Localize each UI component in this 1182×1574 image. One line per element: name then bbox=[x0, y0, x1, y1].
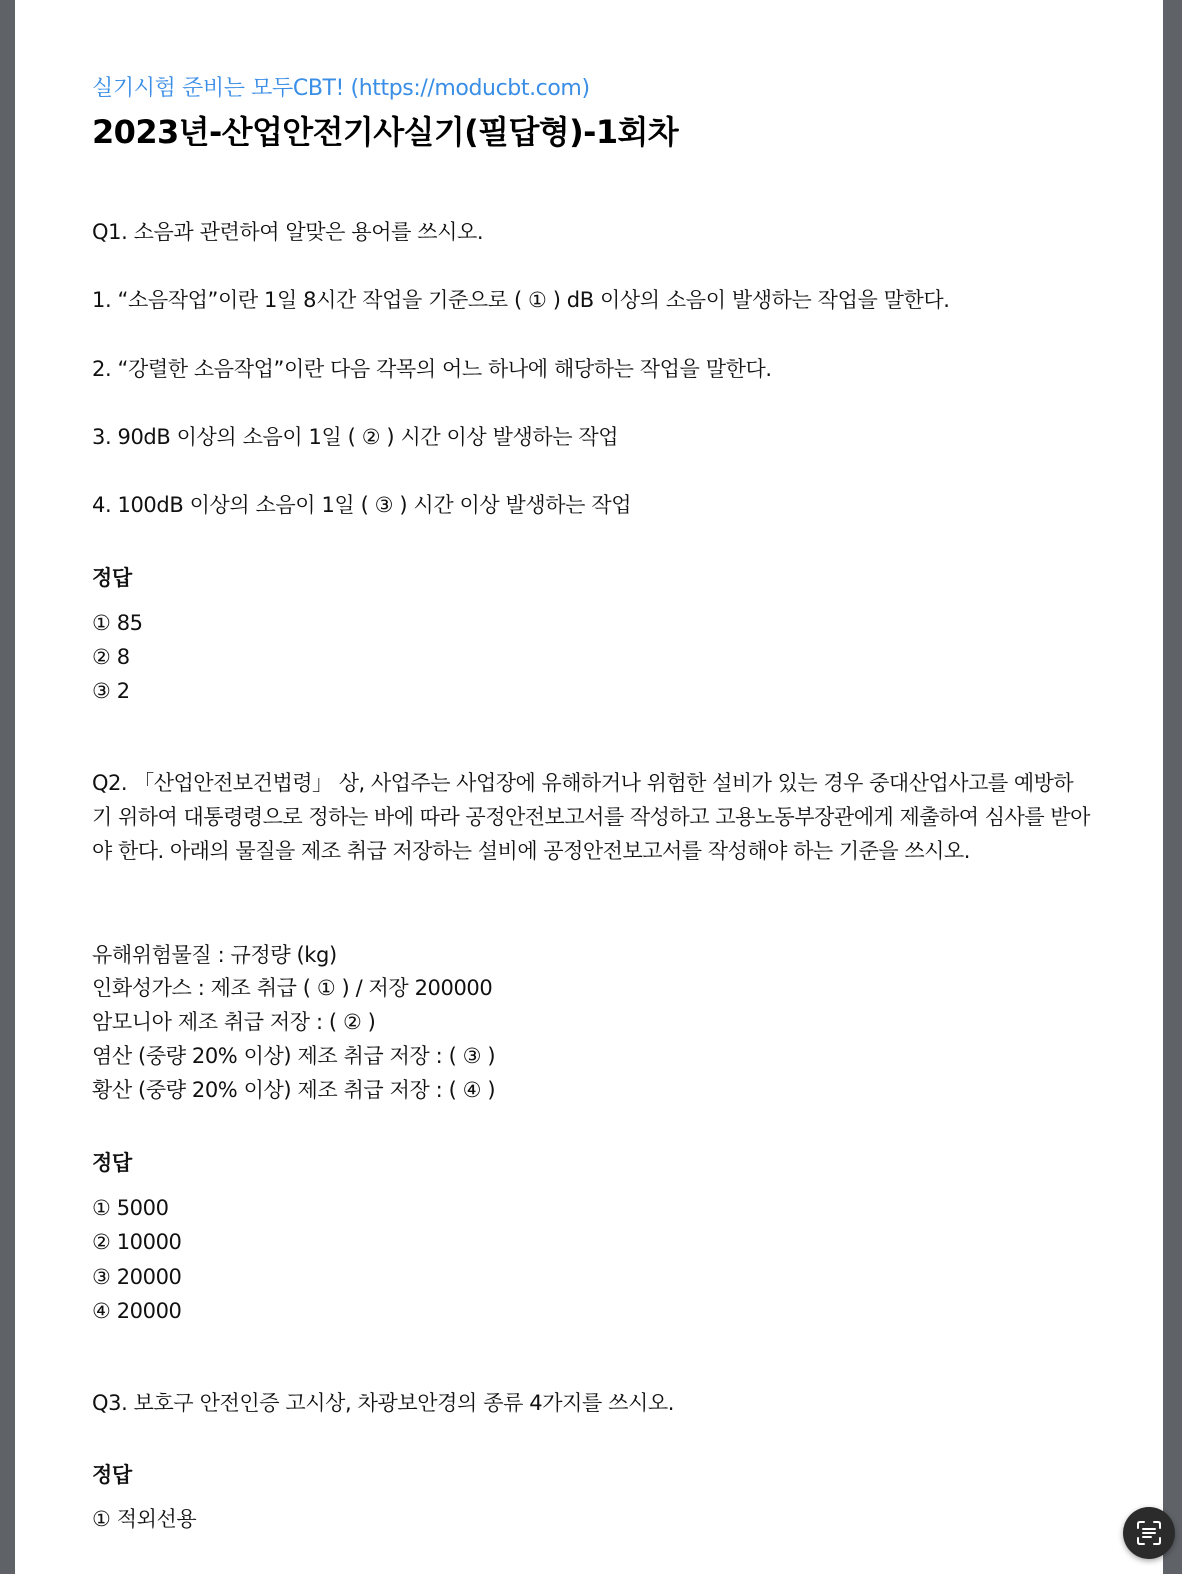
q1-answer-3: ③ 2 bbox=[92, 679, 130, 703]
q1-question: Q1. 소음과 관련하여 알맞은 용어를 쓰시오. bbox=[92, 220, 484, 244]
q2-answer-heading: 정답 bbox=[92, 1151, 132, 1175]
q2-question: Q2. 「산업안전보건법령」 상, 사업주는 사업장에 유해하거나 위험한 설비가 있는 경우 중대산업사고를 예방하기 위하여 대통령령으로 정하는 바에 따라 공정안전보고서를 작성하고 고용노동부장관에게 제출하여 심사를 받아야 한다. 아래의 물질을 제조 취급 저장하는 설비에 공정안전보고서를 작성해야 하는 기준을 쓰시오. bbox=[92, 771, 1090, 863]
q1-answer-2: ② 8 bbox=[92, 645, 130, 669]
q2-item-1: 유해위험물질 : 규정량 (kg) bbox=[92, 943, 337, 967]
q1-answer-1: ① 85 bbox=[92, 611, 143, 635]
q1-item-3: 3. 90dB 이상의 소음이 1일 ( ② ) 시간 이상 발생하는 작업 bbox=[92, 425, 619, 449]
text-scan-button[interactable] bbox=[1123, 1507, 1175, 1559]
page-title: 2023년-산업안전기사실기(필답형)-1회차 bbox=[92, 113, 679, 151]
q1-item-2: 2. “강렬한 소음작업”이란 다음 각목의 어느 하나에 해당하는 작업을 말한다. bbox=[92, 357, 772, 381]
q1-answer-heading: 정답 bbox=[92, 566, 132, 590]
q2-answer-4: ④ 20000 bbox=[92, 1299, 182, 1323]
q2-answer-1: ① 5000 bbox=[92, 1196, 169, 1220]
q2-answer-2: ② 10000 bbox=[92, 1230, 182, 1254]
document-page bbox=[15, 0, 1163, 1574]
q2-item-4: 염산 (중량 20% 이상) 제조 취급 저장 : ( ③ ) bbox=[92, 1044, 496, 1068]
q1-item-1: 1. “소음작업”이란 1일 8시간 작업을 기준으로 ( ① ) dB 이상의 소음이 발생하는 작업을 말한다. bbox=[92, 288, 950, 312]
text-scan-icon bbox=[1135, 1519, 1163, 1547]
q1-item-4: 4. 100dB 이상의 소음이 1일 ( ③ ) 시간 이상 발생하는 작업 bbox=[92, 493, 632, 517]
q3-answer-heading: 정답 bbox=[92, 1463, 132, 1487]
q2-item-2: 인화성가스 : 제조 취급 ( ① ) / 저장 200000 bbox=[92, 976, 493, 1000]
q2-item-3: 암모니아 제조 취급 저장 : ( ② ) bbox=[92, 1010, 376, 1034]
site-link[interactable]: 실기시험 준비는 모두CBT! (https://moducbt.com) bbox=[92, 76, 590, 101]
q3-question: Q3. 보호구 안전인증 고시상, 차광보안경의 종류 4가지를 쓰시오. bbox=[92, 1391, 675, 1415]
q2-item-5: 황산 (중량 20% 이상) 제조 취급 저장 : ( ④ ) bbox=[92, 1078, 496, 1102]
q3-answer-1: ① 적외선용 bbox=[92, 1507, 197, 1531]
q2-answer-3: ③ 20000 bbox=[92, 1265, 182, 1289]
